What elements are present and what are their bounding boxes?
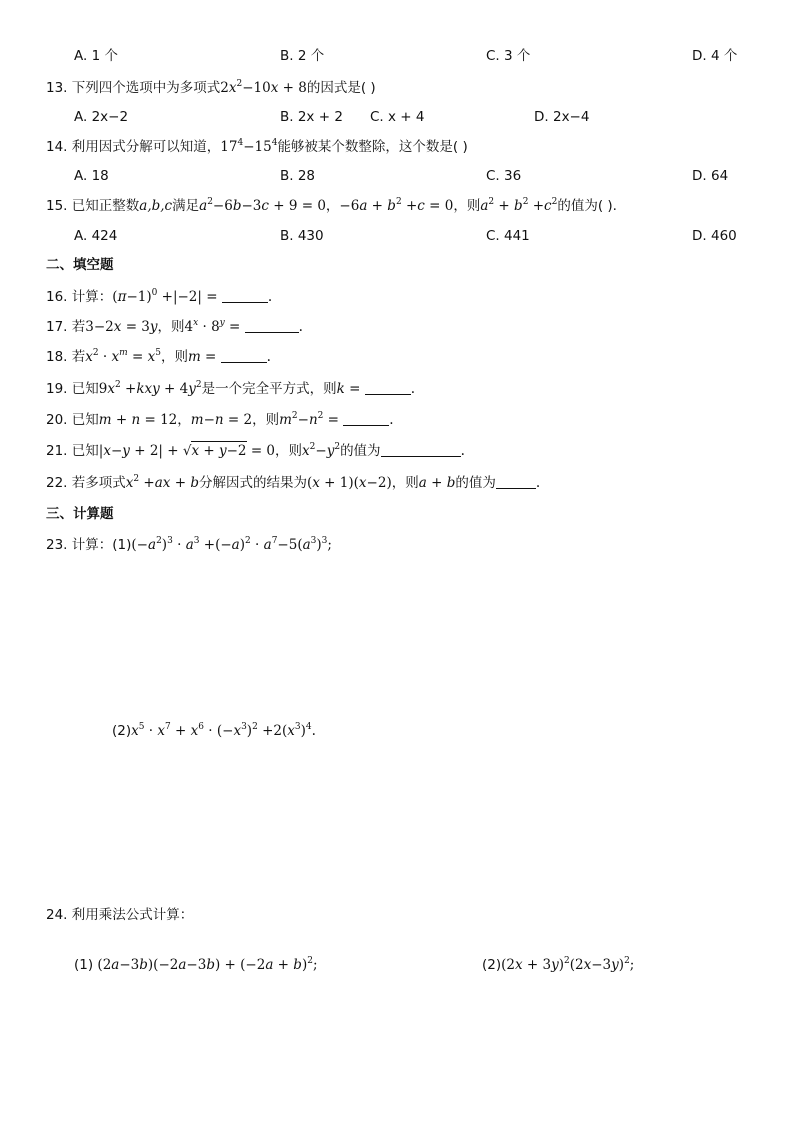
question-text: ， — [325, 198, 340, 214]
question-text: 若 — [71, 349, 86, 365]
question-23-part-2: $(2)x^5 \cdot x^7 + x^6 \cdot (-x^3)^2 +2(x^3)^4$. — [112, 722, 316, 739]
question-13: 13. 下列四个选项中为多项式$2x^2-10x + 8$的因式是( ) — [46, 79, 376, 96]
q15-option-d: D. 460 — [692, 228, 737, 244]
question-number: 24. — [46, 907, 68, 923]
question-number: 23. — [46, 537, 68, 553]
question-number: 13. — [46, 80, 68, 96]
answer-blank[interactable] — [381, 443, 461, 457]
question-text: 分解因式的结果为 — [198, 475, 307, 491]
answer-blank[interactable] — [221, 349, 267, 363]
q15-options — [74, 227, 754, 245]
question-text: 的值为 — [455, 475, 496, 491]
question-text: ，则 — [391, 475, 419, 491]
question-text: ，则 — [453, 198, 481, 214]
question-text: 若 — [71, 319, 86, 335]
question-text: 的因式是( ) — [306, 80, 376, 96]
q12-options — [74, 47, 754, 65]
question-23: 23. 计算：$(1)(-a^2)^3 \cdot a^3 +(-a)^2 \cdot a^7-5(a^3)^3$; — [46, 536, 332, 553]
question-text: 已知正整数 — [71, 198, 140, 214]
question-text: 已知 — [71, 443, 99, 459]
question-19: 19. 已知$9x^2 +kxy + 4y^2$是一个完全平方式，则k = . — [46, 380, 416, 397]
section-heading-fill-in: 二、填空题 — [46, 257, 114, 273]
question-text: ，则 — [275, 443, 303, 459]
question-number: 22. — [46, 475, 68, 491]
answer-blank[interactable] — [222, 289, 268, 303]
question-text: 是一个完全平方式，则 — [201, 381, 337, 397]
question-text: 满足 — [172, 198, 200, 214]
answer-blank[interactable] — [496, 475, 536, 489]
section-heading-calculation: 三、计算题 — [46, 506, 114, 522]
q14-option-a: A. 18 — [74, 168, 109, 184]
q15-option-a: A. 424 — [74, 228, 118, 244]
q12-option-a: A. 1 个 — [74, 48, 118, 64]
question-20: 20. 已知m + n = 12，m−n = 2，则$m^2-n^2$ = . — [46, 411, 394, 428]
q13-option-d: D. 2x−4 — [534, 109, 590, 125]
answer-blank[interactable] — [343, 412, 389, 426]
q14-option-c: C. 36 — [486, 168, 522, 184]
question-text: 利用乘法公式计算： — [71, 907, 194, 923]
q12-option-d: D. 4 个 — [692, 48, 738, 64]
q13-option-c: C. x + 4 — [370, 109, 425, 125]
q12-option-b: B. 2 个 — [280, 48, 325, 64]
question-number: 15. — [46, 198, 68, 214]
question-22: 22. 若多项式$x^2 +ax + b$分解因式的结果为(x + 1)(x−2)，则a + b的值为 . — [46, 474, 541, 491]
question-24-part-2: $(2)(2x + 3y)^2(2x-3y)^2$; — [482, 956, 635, 973]
question-16: 16. 计算：$(\pi-1)^0 +|-2|$ = . — [46, 288, 273, 305]
question-text: 若多项式 — [71, 475, 126, 491]
question-number: 17. — [46, 319, 68, 335]
answer-blank[interactable] — [245, 319, 299, 333]
question-text: ，则 — [252, 412, 280, 428]
answer-blank[interactable] — [365, 381, 411, 395]
question-number: 18. — [46, 349, 68, 365]
q14-option-d: D. 64 — [692, 168, 729, 184]
question-text: 的值为( ). — [557, 198, 617, 214]
question-text: 能够被某个数整除，这个数是( ) — [277, 139, 468, 155]
question-24-part-1: (1) $(2a-3b)(-2a-3b) + (-2a + b)^2$; — [74, 956, 318, 973]
question-14: 14. 利用因式分解可以知道，$17^4-15^4$能够被某个数整除，这个数是( ) — [46, 138, 468, 155]
question-number: 21. — [46, 443, 68, 459]
question-text: 下列四个选项中为多项式 — [71, 80, 221, 96]
question-18: 18. 若$x^2 \cdot x^m = x^5$，则m = . — [46, 348, 271, 365]
part-label: (2) — [482, 957, 502, 973]
question-15: 15. 已知正整数a,b,c满足$a^2-6b-3c + 9 = 0$，$-6a + b^2 +c = 0$，则$a^2 + b^2 +c^2$的值为( ). — [46, 197, 617, 214]
question-text: 已知 — [71, 381, 99, 397]
question-text: ，则 — [157, 319, 185, 335]
part-label: (1) — [74, 957, 98, 973]
q13-option-b: B. 2x + 2 — [280, 109, 343, 125]
q12-option-c: C. 3 个 — [486, 48, 531, 64]
part-label: (2) — [112, 723, 132, 739]
question-number: 20. — [46, 412, 68, 428]
question-number: 19. — [46, 381, 68, 397]
question-number: 16. — [46, 289, 68, 305]
q13-option-a: A. 2x−2 — [74, 109, 129, 125]
q13-options — [74, 108, 754, 126]
q14-options — [74, 167, 754, 185]
question-17: 17. 若3−2x = 3y，则$4^x \cdot 8^y$ = . — [46, 318, 303, 335]
question-text: ， — [177, 412, 191, 428]
question-text: 已知 — [71, 412, 99, 428]
question-number: 14. — [46, 139, 68, 155]
question-text: 计算：(1) — [71, 537, 132, 553]
question-text: 的值为 — [340, 443, 381, 459]
question-21: 21. 已知|x−y + 2| + √x + y−2 = 0，则$x^2-y^2$的值为 . — [46, 442, 465, 459]
question-text: ，则 — [160, 349, 188, 365]
q14-option-b: B. 28 — [280, 168, 316, 184]
q15-option-c: C. 441 — [486, 228, 530, 244]
question-24 — [46, 906, 193, 924]
question-text: 计算： — [71, 289, 113, 305]
question-text: 利用因式分解可以知道， — [71, 139, 221, 155]
q15-option-b: B. 430 — [280, 228, 324, 244]
